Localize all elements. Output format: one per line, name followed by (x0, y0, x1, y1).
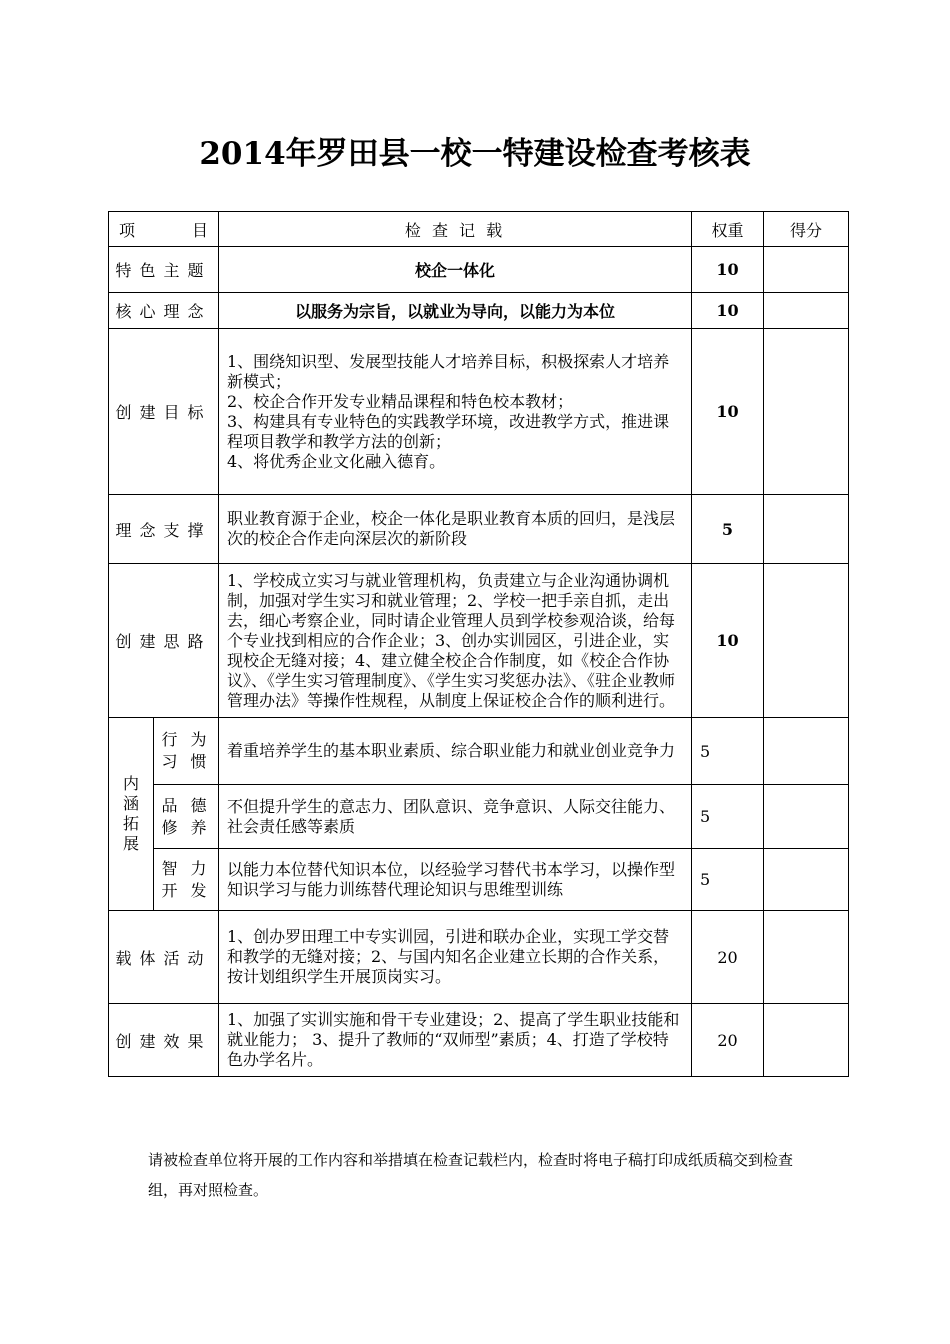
record-goal (219, 329, 692, 495)
weight-concept: 10 (692, 293, 764, 329)
label-support: 理念支撑 (109, 495, 219, 564)
score-concept[interactable] (764, 293, 849, 329)
weight-support: 5 (692, 495, 764, 564)
label-approach: 创建思路 (109, 564, 219, 718)
score-theme[interactable] (764, 247, 849, 293)
row-activity (109, 911, 849, 1004)
record-concept: 以服务为宗旨，以就业为导向，以能力为本位 (219, 293, 692, 329)
label-goal: 创建目标 (109, 329, 219, 495)
record-approach: 1、学校成立实习与就业管理机构，负责建立与企业沟通协调机制，加强对学生实习和就业管理；2、学校一把手亲自抓，走出去，细心考察企业，同时请企业管理人员到学校参观洽谈，给每个专业找到相应的合作企业；3、创办实训园区，引进企业，实现校企无缝对接；4、建立健全校企合作制度，如《校企合作协议》、《学生实习管理制度》、《学生实习奖惩办法》、《驻企业教师管理办法》等操作性规程，从制度上保证校企合作的顺利进行。 (219, 564, 692, 718)
header-record: 检 查 记 载 (219, 212, 692, 247)
row-expansion-2 (109, 785, 849, 849)
weight-intellect: 5 (692, 849, 764, 911)
header-item-char-1: 项 (119, 220, 136, 240)
sublabel-intellect (154, 849, 219, 911)
label-effect: 创建效果 (109, 1004, 219, 1077)
row-expansion-3 (109, 849, 849, 911)
score-activity[interactable] (764, 911, 849, 1004)
sublabel-morality-line-1: 品 德 (161, 795, 211, 815)
sublabel-habit-line-1: 行 为 (161, 730, 211, 749)
goal-line-1: 1、围绕知识型、发展型技能人才培养目标，积极探索人才培养新模式； (227, 351, 670, 391)
header-weight: 权重 (692, 212, 764, 247)
weight-approach: 10 (692, 564, 764, 718)
footnote: 请被检查单位将开展的工作内容和举措填在检查记载栏内，检查时将电子稿打印成纸质稿交到检查组，再对照检查。 (148, 1151, 794, 1199)
label-expansion (109, 718, 154, 911)
weight-goal: 10 (692, 329, 764, 495)
row-support (109, 495, 849, 564)
sublabel-intellect-line-2: 开 发 (161, 880, 211, 900)
row-approach (109, 564, 849, 718)
record-morality: 不但提升学生的意志力、团队意识、竞争意识、人际交往能力、社会责任感等素质 (219, 785, 692, 849)
header-row (109, 212, 849, 247)
sublabel-morality-line-2: 修 养 (161, 817, 211, 837)
score-habit[interactable] (764, 718, 849, 785)
score-effect[interactable] (764, 1004, 849, 1077)
sublabel-morality (154, 785, 219, 849)
score-intellect[interactable] (764, 849, 849, 911)
header-item-char-2: 目 (191, 220, 208, 240)
label-activity: 载体活动 (109, 911, 219, 1004)
expansion-char-2: 涵 (122, 794, 139, 813)
header-item (109, 212, 219, 247)
weight-morality: 5 (692, 785, 764, 849)
expansion-char-1: 内 (122, 774, 139, 793)
weight-activity: 20 (692, 911, 764, 1004)
record-intellect: 以能力本位替代知识本位，以经验学习替代书本学习，以操作型知识学习与能力训练替代理论知识与思维型训练 (219, 849, 692, 911)
page-title: 2014年罗田县一校一特建设检查考核表 (199, 136, 751, 172)
row-effect (109, 1004, 849, 1077)
label-concept: 核心理念 (109, 293, 219, 329)
row-expansion-1 (109, 718, 849, 785)
sublabel-habit (154, 718, 219, 785)
row-goal (109, 329, 849, 495)
row-theme (109, 247, 849, 293)
goal-line-4: 4、将优秀企业文化融入德育。 (227, 451, 446, 471)
record-activity: 1、创办罗田理工中专实训园，引进和联办企业，实现工学交替和教学的无缝对接；2、与国内知名企业建立长期的合作关系，按计划组织学生开展顶岗实习。 (219, 911, 692, 1004)
score-morality[interactable] (764, 785, 849, 849)
record-effect: 1、加强了实训实施和骨干专业建设；2、提高了学生职业技能和就业能力； 3、提升了教师的“双师型”素质；4、打造了学校特色办学名片。 (219, 1004, 692, 1077)
score-approach[interactable] (764, 564, 849, 718)
expansion-char-4: 展 (122, 834, 139, 853)
header-score: 得分 (764, 212, 849, 247)
sublabel-intellect-line-1: 智 力 (161, 858, 211, 878)
sublabel-habit-line-2: 习 惯 (161, 752, 211, 771)
inspection-table (108, 211, 849, 1077)
row-concept (109, 293, 849, 329)
record-support: 职业教育源于企业，校企一体化是职业教育本质的回归，是浅层次的校企合作走向深层次的新阶段 (219, 495, 692, 564)
record-theme: 校企一体化 (219, 247, 692, 293)
score-goal[interactable] (764, 329, 849, 495)
score-support[interactable] (764, 495, 849, 564)
weight-habit: 5 (692, 718, 764, 785)
record-habit: 着重培养学生的基本职业素质、综合职业能力和就业创业竞争力 (219, 718, 692, 785)
weight-effect: 20 (692, 1004, 764, 1077)
goal-line-3: 3、构建具有专业特色的实践教学环境，改进教学方式，推进课程项目教学和教学方法的创新； (227, 411, 670, 451)
goal-line-2: 2、校企合作开发专业精品课程和特色校本教材； (227, 391, 574, 411)
expansion-char-3: 拓 (122, 814, 139, 833)
weight-theme: 10 (692, 247, 764, 293)
label-theme: 特色主题 (109, 247, 219, 293)
